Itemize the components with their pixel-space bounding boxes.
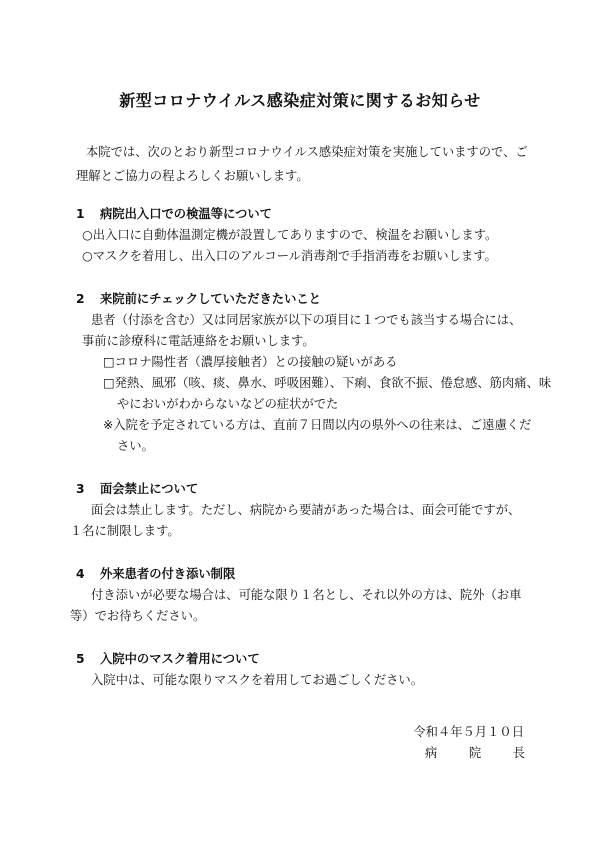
section-3-line-1: 面会は禁止します。ただし、病院から要請があった場合は、面会可能ですが、 (91, 503, 521, 517)
section-1-line-1: ○出入口に自動体温測定機が設置してありますので、検温をお願いします。 (82, 228, 498, 242)
section-5-heading (76, 649, 260, 667)
signature-char: 長 (512, 746, 525, 760)
section-2-heading (76, 289, 321, 307)
section-title: 入院中のマスク着用について (100, 652, 260, 666)
section-2-check-item-2: □発熱、風邪（咳、痰、鼻水、呼吸困難）、下痢、食欲不振、倦怠感、筋肉痛、味 (103, 376, 552, 390)
signature-char: 院 (468, 746, 482, 760)
section-number: 2 (76, 292, 85, 306)
section-number: 1 (76, 207, 85, 221)
section-2-line-2: 事前に診療科に電話連絡をお願いします。 (82, 334, 315, 348)
section-1-heading (76, 204, 272, 222)
section-2-check-item-1: □コロナ陽性者（濃厚接触者）との接触の疑いがある (103, 355, 398, 369)
intro-paragraph (76, 140, 536, 188)
section-2-note-cont: さい。 (117, 439, 154, 453)
issue-date: 令和４年５月１０日 (413, 725, 524, 739)
section-number: 3 (76, 482, 85, 496)
section-title: 外来患者の付き添い制限 (100, 567, 236, 581)
page-title: 新型コロナウイルス感染症対策に関するお知らせ (119, 91, 481, 110)
section-3-heading (76, 479, 198, 497)
intro-line-1: 本院では、次のとおり新型コロナウイルス感染症対策を実施していますので、ご (86, 145, 528, 159)
section-number: 4 (76, 567, 85, 581)
signature-char: 病 (425, 746, 438, 760)
section-title: 病院出入口での検温等について (100, 207, 272, 221)
section-2-note: ※入院を予定されている方は、直前７日間以内の県外への往来は、ご遠慮くだ (103, 418, 532, 432)
intro-line-2: 理解とご協力の程よろしくお願いします。 (76, 169, 309, 183)
section-title: 来院前にチェックしていただきたいこと (100, 292, 321, 306)
section-title: 面会禁止について (100, 482, 199, 496)
section-4-line-2: 等）でお待ちください。 (70, 609, 206, 623)
section-5-line-1: 入院中は、可能な限りマスクを着用してお過ごしください。 (91, 673, 424, 687)
signature (425, 743, 525, 761)
section-3-line-2: １名に制限します。 (70, 524, 180, 538)
section-4-heading (76, 564, 235, 582)
section-1-line-2: ○マスクを着用し、出入口のアルコール消毒剤で手指消毒をお願いします。 (82, 249, 497, 263)
section-2-check-item-2-cont: やにおいがわからないなどの症状がでた (117, 397, 339, 411)
section-2-line-1: 患者（付添を含む）又は同居家族が以下の項目に１つでも該当する場合には、 (91, 313, 522, 327)
section-number: 5 (76, 652, 85, 666)
section-4-line-1: 付き添いが必要な場合は、可能な限り１名とし、それ以外の方は、院外（お車 (91, 588, 522, 602)
